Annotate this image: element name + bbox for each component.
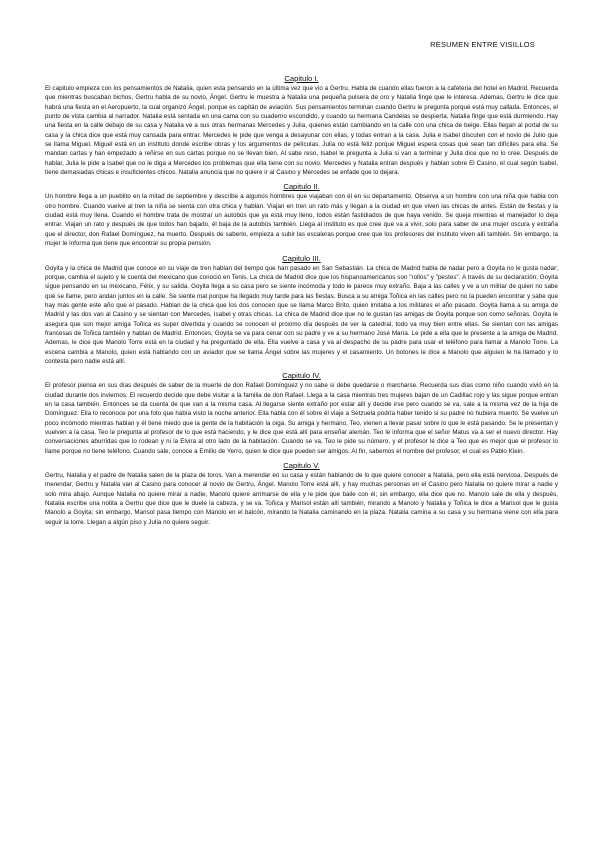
- chapter-section: [45, 461, 558, 527]
- document-body: [45, 74, 558, 532]
- chapter-section: [45, 371, 558, 456]
- chapter-text: Goyita y la chica de Madrid que conoce en su viaje de tren hablan del tiempo que han pasado en San Sebastián. La chica de Madrid habla de nadar pero a Goyita no le gusta nadar; porque, cambia el sujeto y le cuenta del mexicano que conoció en Tenis. La chica de Madrid dice que los hispanoamericanos son "rollos" y "pestes". A través de su declaración, Goyita sigue pensando en su mexicano, Félix, y su salida. Goyita llega a su casa pero se siente incómoda y todo le parece muy extraño. Baja a las calles y ve a un militar de quien no sabe qué se llame, pero andan juntos en la calle. Se siente mal porque ha llegado muy tarde para las fiestas. Busca a su amiga Toñica en las calles pero no la pueden encontrar y sabe que hay más gente este año que el pasado. Hablan de la chica que los dos conocen que se llama Marco Brito, quien imitaba a los militares el año pasado. Goyita llama a su amiga de Madrid y las dos van al Casino y se sientan con Mercedes, Isabel y otras chicas. La chica de Madrid dice que no le gustan las amigas de Goyita porque son como señoras. Goyita le asegura que son mejor amiga Toñica es super divertida y cuando se conocen el próximo día después de ver la catedral, todo va muy bien entre ellas. Se sientan con las amigas francesas de Toñica también y hablan de Madrid. Entonces, Goyita se va para cenar con su padre y ve a su hermano José María. Le pide a ella que le presente a la amiga de Madrid. Ademas, le dice que Manolo Torre está en la ciudad y ha preguntado de ella. Ella vuelve a casa y va al despacho de su padre para usar el teléfono para llamar a Manolo Torre. La escena cambia a Manolo, quien está hablando con un aviador que se llama Ángel sobre las mujeres y el casamiento. Un botones le dice a Manolo que alguien le ha llamado y lo contesta pero nadie está allí.: [45, 264, 558, 365]
- chapter-text: El profesor piensa en sus días después de saber de la muerte de don Rafael Domínguez y no sabe si debe quedarse o marcharse. Recuerda sus días como niño cuando vivió en la ciudad durante dos inviernos. El recuerdo decide que debe visitar a la familia de don Rafael. Llega a la casa mientras tres mujeres bajan de un Cadillac rojo y las sigue porque entran en la casa también. Entonces se da cuenta de que van a la misma casa. Al llegarse siente extraño por estar allí y decide irse pero cuando se va, sale a la misma vez de la hija de Domínguez. Ella lo reconoce por una foto que había visto la noche anterior. Ella habla con él sobre él viaje a Setzuela podría haber tenido si su padre no hubiera muerto. Se vuelve un poco incómodo mientras hablan y él tiene miedo que la gente de la habitación la oiga. Su amiga y hermano, Teo, vienen a llevar pasar sobre lo que le está pasando. Se le presentan y vuelven a la casa. Teo le pregunta al profesor de lo que está haciendo, y le dice que está allí para enseñar alemán. Teo le informa que el señor Matus va a ser el nuevo director. Hay conversaciones aburridas que lo rodean y ni la Elvira al otro lado de la habitación. Cuando se va, Teo le pide su número, y el profesor le dice a Teo que es mejor que el profesor lo llame porque no tiene teléfono. Cuando sale, conoce a Emilio de Yerro, quien le dice que pueden ser amigos. Al fin, sabemos el nombre del profesor, el cual es Pablo Klein.: [45, 382, 558, 455]
- chapter-text: El capitulo empieza con los pensamientos de Natalia, quien esta pensando en la última vez que vio a Gertru. Habla de cuando ellas fueron a la cafeteria del hotel en Madrid. Recuerda que mientras buscaban bichos, Gertru habla de su novio, Ángel. Gertru le muestra a Natalia una pequeña pulsera de oro y Natalia finge que le interesa. Ademas, Gertru le dice que habrá una fiesta en el Aeropuerto, la cual organizó Ángel, porque es capitán de aviación. Sus pensamientos terminan cuando Gertru le pregunta porqué está muy callada. Entonces, el punto de vista cambia al narrador. Natalia está sentada en una cama con su cuaderno escondido, y cuando su hermana Candelas se despierta, Natalia finge que está durmiendo. Hay una fiesta en la calle debajo de su casa y Natalia ve a sus otras hermanas Mercedes y Julia, quienes están cambiando en la calle con una chica de beige. Ellas llegan al portal de su casa y la chica dice que está muy cansada para entrar. Mercedes le pide que venga a desayunar con ellas, y todas entran a la casa. Julia e Isabel discuten con el novio de Julio que se llama Miguel. Miguel está en un instituto donde escribe obras y los argumentos de películas. Julia no está feliz porque Miguel espera cosas que sean tan difíciles para ella. Se mandan cartas y han empezado a reñirse en sus cartas porque no se llevan bien. Al sabe reso, Isabel le pregunta a Julia si van a terminar y Julia dice que no lo cree. Después de hablar, Julia le pide a Isabel que no le diga a Mercedes los problemas que ella tiene con su novio. Mercedes y Natalia entran después y hablan sobre El Casino, el cual según Isabel, tiene demasiadas chicas e insuficientes chicos. Natalia anuncia que no quiere ir al Casino y Mercedes se enfade que lo dejara.: [45, 85, 558, 177]
- chapter-text: Gertru, Natalia y el padre de Natalia salen de la plaza de toros. Van a merendar en su casa y están hablando de lo que quiere conocer a Natalia, pero ella está nerviosa. Después de merendar, Gertru y Natalia van al Casino para conocer al novio de Gertru, Ángel. Manolo Torre está allí, y hay muchas personas en el Casino pero Natalia no quiere mirar a nadie y solo mira abajo. Aunque Natalia no quiere mirar a nadie, Manolo quiere arrimarse de ella y le pide que baile con él; sin embargo, ella dice que no. Manolo sale de ella y después, Natalia escribe una notita a Gertru que dice que le duele la cabeza, y se va. Toñica y Marisol están allí también, mirando a Manolo y Natalia y Toñica le dice a Marisol que le gusta Manolo a Goyita; sin embargo, Marisol pasa tiempo con Manolo en el balcón, mirando la Natalia caminando en la plaza. Natalia camina a su casa y su hermana viene con ella para seguir la torre. Llegan a algún piso y Julia no quiere seguir.: [45, 472, 558, 526]
- chapter-title: Capitulo I.: [284, 74, 319, 83]
- chapter-title: Capitulo IV.: [282, 371, 321, 381]
- chapter-title: Capitulo III.: [282, 253, 321, 263]
- chapter-section: [45, 182, 558, 248]
- chapter-text: Un hombre llega a un pueblito en la mitad de septiembre y describe a algunos hombres que viajaban con él en su departamento. Observa a un hombre con una niña que habla con otro hombre. Cuando vuelve al tren la niña se sienta con otra chica y hablan. Viajan en tren un rato más y llegan a la ciudad en que viven las chicas de antes. Están de fiestas y la ciudad está muy llena. Cuando el hombre trata de mostrar un autobús que ya está muy lleno, todos están fastidiados de que haya venido. Se queja mientras el manejador lo deja entrar. Viajan un rato y después de que todos han bajado, él baja de la autobús también. Llega al instituto es que cree que va a vivir, solo para saber de una mujer oscura y extraña que el director, don Rafael Domínguez, ha muerto. Después de saberlo, empieza a subir las escaleras porque cree que los profesores del instituto viven allí también. Sin embargo, la mujer le informa que tiene que encontrar su propia pensión.: [45, 193, 558, 248]
- chapter-section: [45, 254, 558, 367]
- chapter-title: Capitulo V.: [283, 461, 320, 471]
- page-header: RESUMEN ENTRE VISILLOS: [430, 40, 535, 49]
- chapter-title: Capitulo II.: [283, 182, 320, 192]
- chapter-section: [45, 74, 558, 177]
